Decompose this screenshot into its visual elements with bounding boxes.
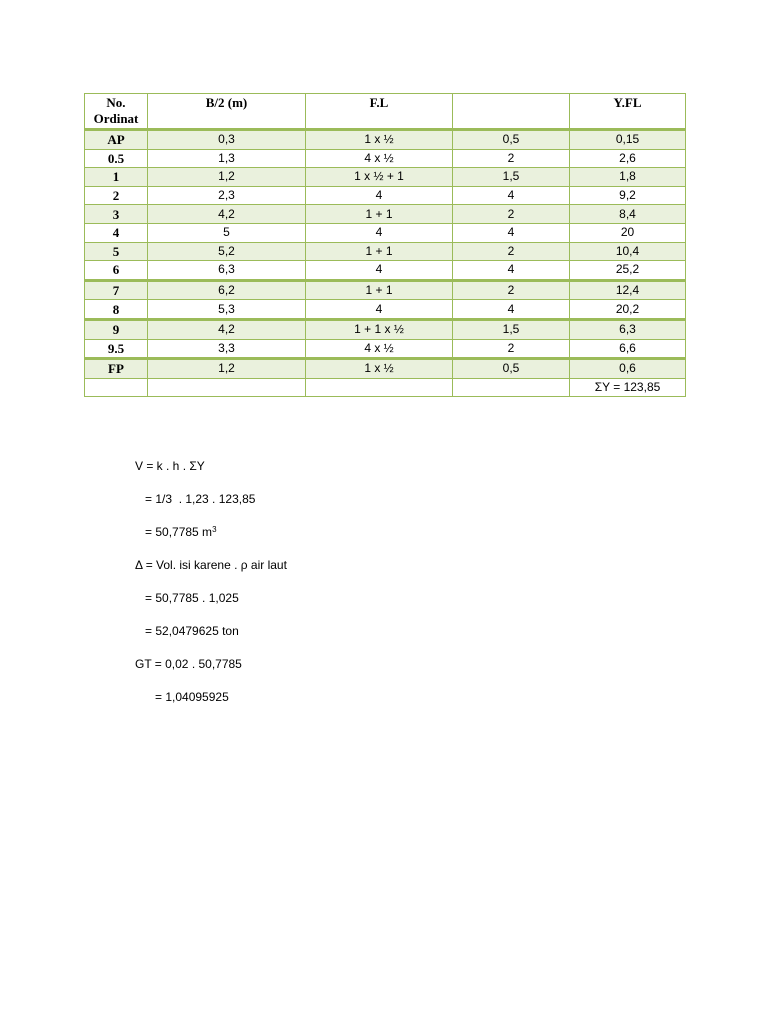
table-cell: 1 + 1 xyxy=(306,242,453,261)
calc-line-displacement-sub: = 50,7785 . 1,025 xyxy=(145,591,239,605)
calc-line-displacement: Δ = Vol. isi karene . ρ air laut xyxy=(135,558,287,572)
table-cell: 1 + 1 x ½ xyxy=(306,319,453,339)
table-cell: 2 xyxy=(453,280,570,300)
table-row xyxy=(85,261,686,281)
table-row xyxy=(85,319,686,339)
calc-line-gt-result: = 1,04095925 xyxy=(155,690,229,704)
table-row xyxy=(85,242,686,261)
table-cell: 12,4 xyxy=(570,280,686,300)
table-cell: 5 xyxy=(148,223,306,242)
table-cell: 1 + 1 xyxy=(306,205,453,224)
table-cell: 4 xyxy=(453,261,570,281)
table-cell: 2,3 xyxy=(148,186,306,205)
table-cell: 4 xyxy=(453,300,570,320)
table-row xyxy=(85,359,686,379)
table-cell: 4 x ½ xyxy=(306,339,453,359)
sum-y-cell: ΣY = 123,85 xyxy=(570,378,686,397)
table-cell: 6,3 xyxy=(570,319,686,339)
table-row xyxy=(85,168,686,187)
header-yfl: Y.FL xyxy=(570,94,686,130)
table-cell: 4 xyxy=(306,261,453,281)
table-cell: 9 xyxy=(85,319,148,339)
table-header-row xyxy=(85,94,686,130)
table-cell: 1,2 xyxy=(148,168,306,187)
table-cell: 4 xyxy=(453,223,570,242)
table-row xyxy=(85,280,686,300)
table-cell: 20,2 xyxy=(570,300,686,320)
table-cell: 20 xyxy=(570,223,686,242)
calc-line-gt: GT = 0,02 . 50,7785 xyxy=(135,657,242,671)
table-cell: 0,5 xyxy=(453,130,570,150)
table-cell: AP xyxy=(85,130,148,150)
table-cell: 4 xyxy=(306,186,453,205)
table-cell: 2 xyxy=(453,149,570,168)
table-cell: 0,15 xyxy=(570,130,686,150)
table-cell: 2 xyxy=(85,186,148,205)
table-cell xyxy=(85,378,148,397)
ordinate-table xyxy=(84,93,686,397)
table-cell: 4 xyxy=(306,223,453,242)
volume-result-text: = 50,7785 m xyxy=(145,525,213,539)
calc-line-volume-sub: = 1/3 . 1,23 . 123,85 xyxy=(145,492,256,506)
table-row xyxy=(85,130,686,150)
table-cell: 1 x ½ + 1 xyxy=(306,168,453,187)
table-cell: 0,3 xyxy=(148,130,306,150)
calc-line-displacement-result: = 52,0479625 ton xyxy=(145,624,239,638)
table-cell: 1,5 xyxy=(453,168,570,187)
table-cell: 5,2 xyxy=(148,242,306,261)
table-cell: 1,5 xyxy=(453,319,570,339)
table-row xyxy=(85,339,686,359)
table-row xyxy=(85,186,686,205)
table-cell xyxy=(148,378,306,397)
table-cell: 10,4 xyxy=(570,242,686,261)
table-cell: 9,2 xyxy=(570,186,686,205)
table-cell: 1 xyxy=(85,168,148,187)
calc-line-volume: V = k . h . ΣY xyxy=(135,459,205,473)
table-cell: 4 xyxy=(85,223,148,242)
calc-line-volume-result xyxy=(145,525,217,539)
table-cell: 0,6 xyxy=(570,359,686,379)
table-cell: 1,2 xyxy=(148,359,306,379)
table-cell: 4 xyxy=(306,300,453,320)
table-cell: 2 xyxy=(453,242,570,261)
table-total-row xyxy=(85,378,686,397)
table-cell: 7 xyxy=(85,280,148,300)
table-cell: 3,3 xyxy=(148,339,306,359)
table-cell: 4 x ½ xyxy=(306,149,453,168)
header-fl: F.L xyxy=(306,94,453,130)
table-cell: 6,6 xyxy=(570,339,686,359)
table-cell: 5,3 xyxy=(148,300,306,320)
table-cell: 25,2 xyxy=(570,261,686,281)
header-no-ordinat: No. Ordinat xyxy=(85,94,148,130)
table-cell: 4 xyxy=(453,186,570,205)
table-cell: 6,2 xyxy=(148,280,306,300)
table-cell: 1,8 xyxy=(570,168,686,187)
table-cell: 2 xyxy=(453,339,570,359)
table-cell: FP xyxy=(85,359,148,379)
table-cell: 2,6 xyxy=(570,149,686,168)
table-row xyxy=(85,300,686,320)
table-cell xyxy=(306,378,453,397)
table-cell: 0,5 xyxy=(453,359,570,379)
table-cell xyxy=(453,378,570,397)
table-cell: 0.5 xyxy=(85,149,148,168)
table-cell: 1 x ½ xyxy=(306,359,453,379)
table-row xyxy=(85,149,686,168)
table-cell: 5 xyxy=(85,242,148,261)
header-blank xyxy=(453,94,570,130)
table-cell: 8 xyxy=(85,300,148,320)
table-cell: 4,2 xyxy=(148,319,306,339)
header-b2: B/2 (m) xyxy=(148,94,306,130)
table-row xyxy=(85,223,686,242)
cubic-superscript: 3 xyxy=(212,525,217,534)
table-cell: 9.5 xyxy=(85,339,148,359)
table-cell: 1 x ½ xyxy=(306,130,453,150)
table-cell: 6 xyxy=(85,261,148,281)
table-cell: 1 + 1 xyxy=(306,280,453,300)
table-cell: 8,4 xyxy=(570,205,686,224)
table-cell: 1,3 xyxy=(148,149,306,168)
table-cell: 2 xyxy=(453,205,570,224)
table-cell: 3 xyxy=(85,205,148,224)
table-cell: 6,3 xyxy=(148,261,306,281)
table-cell: 4,2 xyxy=(148,205,306,224)
table-row xyxy=(85,205,686,224)
